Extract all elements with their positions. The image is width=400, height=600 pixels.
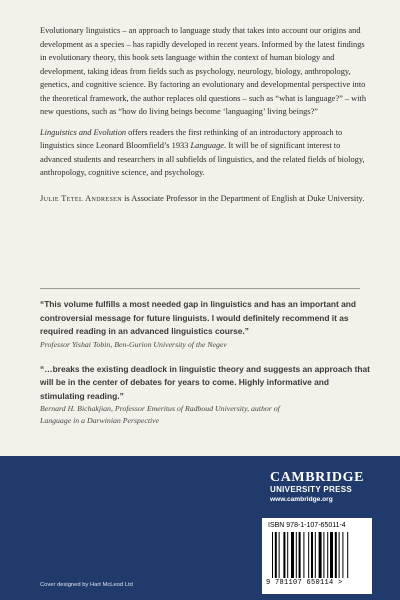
review-2 — [40, 363, 370, 428]
author-bio — [40, 192, 368, 206]
publisher-name: CAMBRIDGE — [270, 470, 365, 485]
review-1 — [40, 298, 370, 351]
footer-band — [0, 456, 400, 600]
review-attribution-book: Language in a Darwinian Perspective — [40, 416, 160, 425]
review-quote: “…breaks the existing deadlock in linguistic theory and suggests an approach that will be in the center of debates for years to come. Highly informative and stimulating reading.” — [40, 363, 370, 401]
publisher-url: www.cambridge.org — [270, 496, 333, 503]
cited-book-title: Language — [190, 141, 224, 150]
isbn-barcode-box — [262, 518, 372, 594]
publisher-logo — [270, 470, 380, 504]
back-cover-text — [40, 24, 368, 205]
review-quote: “This volume fulfills a most needed gap in linguistics and has an important and controversial message for future linguists. I would definitely recommend it as required reading in an advanced linguistics course.” — [40, 299, 356, 336]
isbn-label: ISBN 978-1-107-65011-4 — [268, 522, 346, 529]
barcode-icon — [272, 532, 364, 578]
divider-rule — [40, 288, 360, 289]
blurb-paragraph-2 — [40, 126, 368, 180]
review-attribution: Professor Yishai Tobin, Ben-Gurion University of the Negev — [40, 339, 227, 349]
author-name: Julie Tetel Andresen — [40, 193, 122, 203]
book-title: Linguistics and Evolution — [40, 127, 127, 137]
author-bio-text: is Associate Professor in the Department of English at Duke University. — [122, 193, 365, 203]
blurb-text-a: offers readers the first rethinking of an introductory approach to linguistics since Leonard Bloomfield’s 1933 — [40, 127, 343, 150]
barcode-digits: 9 781107 650114 > — [266, 579, 343, 587]
cover-credit: Cover designed by Hart McLeod Ltd — [40, 582, 133, 588]
reviews — [40, 298, 370, 439]
blurb-text-b: . It will be of significant interest to advanced students and researchers in all subfields of linguistics, and the related fields of biology, anthropology, cognitive science, and psychology. — [40, 141, 365, 177]
publisher-subtitle: UNIVERSITY PRESS — [270, 485, 353, 494]
blurb-paragraph-1: Evolutionary linguistics – an approach to language study that takes into account our origins and development as a species – has rapidly developed in recent years. Informed by the latest findings in evolutionary theory, this book sets language within the context of human biology and development, taking ideas from fields such as psychology, neurology, biology, anthropology, genetics, and cognitive science. By factoring an evolutionary and developmental perspective into the theoretical framework, the author replaces old questions – such as “what is language?” – with new questions, such as “how do living beings become ‘languaging’ living beings?” — [40, 26, 367, 116]
review-attribution: Bernard H. Bichakjian, Professor Emeritus of Radboud University, author of — [40, 404, 280, 413]
